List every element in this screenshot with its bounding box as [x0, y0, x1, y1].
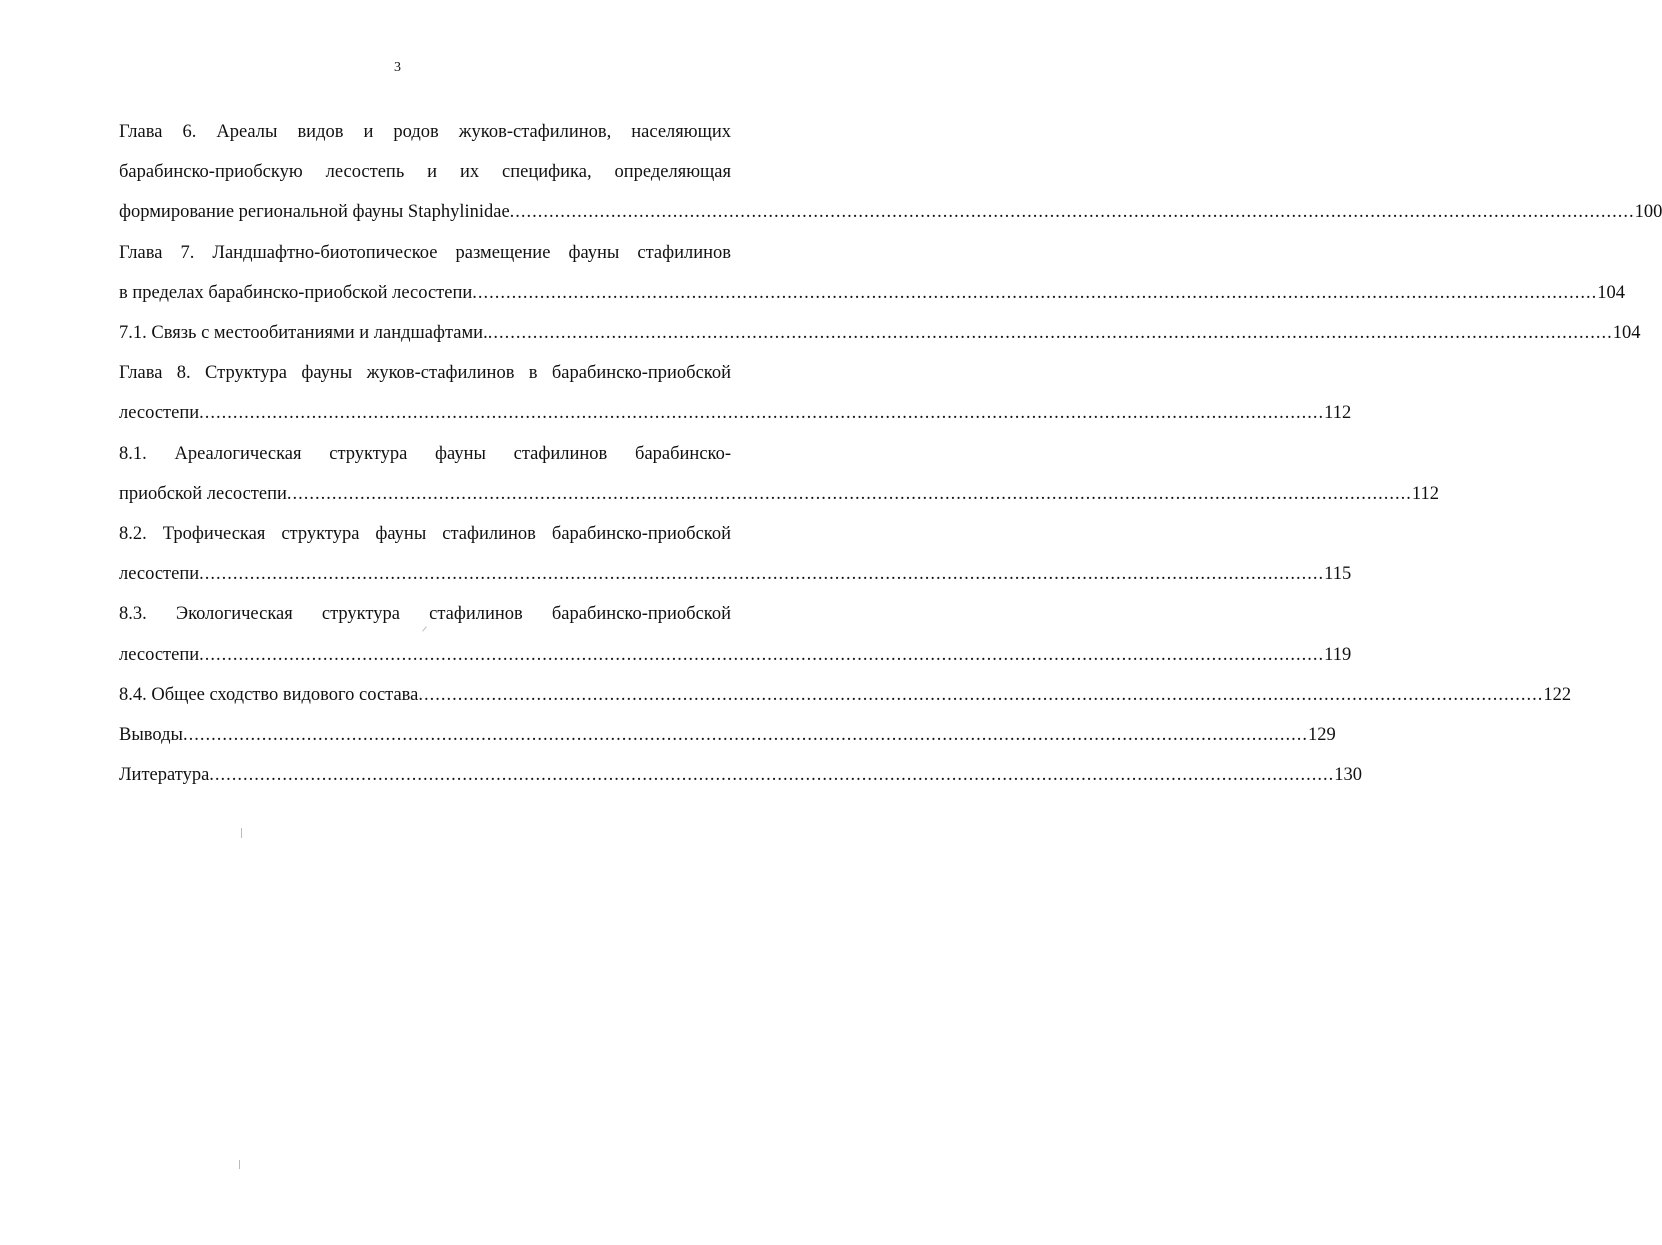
toc-entry-line: Глава 6. Ареалы видов и родов жуков-стафилинов, населяющих	[119, 122, 731, 142]
dot-leader: ........................................................................................................................................................................................................	[472, 282, 1598, 303]
toc-entry-page: 104	[1612, 323, 1641, 344]
toc-entry-last-line	[119, 554, 1352, 594]
table-of-contents	[119, 112, 1662, 795]
toc-entry	[119, 353, 1352, 433]
toc-entry-last-line	[119, 635, 1352, 675]
toc-entry-title: в пределах барабинско-приобской лесостепи	[119, 282, 473, 303]
toc-entry-line: барабинско-приобскую лесостепь и их специфика, определяющая	[119, 162, 731, 183]
toc-entry-title: 7.1. Связь с местообитаниями и ландшафтами.	[119, 323, 488, 344]
toc-entry-page: 119	[1324, 644, 1352, 665]
dot-leader: ........................................................................................................................................................................................................	[209, 765, 1335, 786]
toc-entry	[119, 675, 1572, 715]
toc-entry-page: 122	[1543, 684, 1572, 705]
dot-leader: ........................................................................................................................................................................................................	[418, 684, 1544, 705]
dot-leader: ........................................................................................................................................................................................................	[487, 323, 1613, 344]
dot-leader: ........................................................................................................................................................................................................	[286, 483, 1412, 504]
dot-leader: ........................................................................................................................................................................................................	[199, 564, 1325, 585]
toc-entry-page: 115	[1324, 564, 1352, 585]
toc-entry-page: 130	[1334, 765, 1363, 786]
toc-entry-last-line	[119, 393, 1352, 433]
dot-leader: ........................................................................................................................................................................................................	[199, 403, 1325, 424]
toc-entry-title: 8.4. Общее сходство видового состава	[119, 684, 419, 705]
dot-leader: ........................................................................................................................................................................................................	[509, 202, 1635, 223]
toc-entry-title: Литература	[119, 765, 210, 786]
toc-entry	[119, 514, 1352, 594]
toc-entry-title: лесостепи	[119, 403, 200, 424]
toc-entry	[119, 233, 1626, 313]
toc-entry-page: 129	[1307, 725, 1336, 746]
toc-entry-last-line	[119, 715, 1336, 755]
toc-entry-last-line	[119, 313, 1641, 353]
toc-entry-last-line	[119, 273, 1626, 313]
toc-entry-page: 100	[1634, 202, 1662, 223]
toc-entry-title: приобской лесостепи	[119, 483, 287, 504]
toc-entry-line: 8.1. Ареалогическая структура фауны стафилинов барабинско-	[119, 443, 731, 464]
toc-entry-last-line	[119, 675, 1572, 715]
toc-entry	[119, 594, 1352, 674]
toc-entry-line: 8.3. Экологическая структура стафилинов барабинско-приобской	[119, 604, 731, 625]
scan-mark	[241, 828, 242, 838]
dot-leader: ........................................................................................................................................................................................................	[182, 725, 1308, 746]
toc-entry	[119, 313, 1641, 353]
page-number: 3	[394, 60, 401, 75]
toc-entry-title: Выводы	[119, 725, 183, 746]
toc-entry	[119, 755, 1363, 795]
toc-entry-line: Глава 7. Ландшафтно-биотопическое размещение фауны стафилинов	[119, 242, 731, 263]
toc-entry-line: 8.2. Трофическая структура фауны стафилинов барабинско-приобской	[119, 524, 731, 545]
toc-entry-last-line	[119, 474, 1439, 514]
toc-entry-page: 112	[1324, 403, 1352, 424]
toc-entry-page: 104	[1597, 282, 1626, 303]
toc-entry-title: лесостепи	[119, 644, 200, 665]
dot-leader: ........................................................................................................................................................................................................	[199, 644, 1325, 665]
scan-mark	[239, 1160, 240, 1169]
toc-entry	[119, 434, 1439, 514]
toc-entry-title: формирование региональной фауны Staphylinidae	[119, 202, 510, 223]
toc-entry	[119, 715, 1336, 755]
toc-entry-line: Глава 8. Структура фауны жуков-стафилинов в барабинско-приобской	[119, 363, 731, 384]
toc-entry-last-line	[119, 192, 1662, 232]
toc-entry-page: 112	[1411, 483, 1439, 504]
toc-entry	[119, 112, 1662, 233]
toc-entry-title: лесостепи	[119, 564, 200, 585]
toc-entry-last-line	[119, 755, 1363, 795]
